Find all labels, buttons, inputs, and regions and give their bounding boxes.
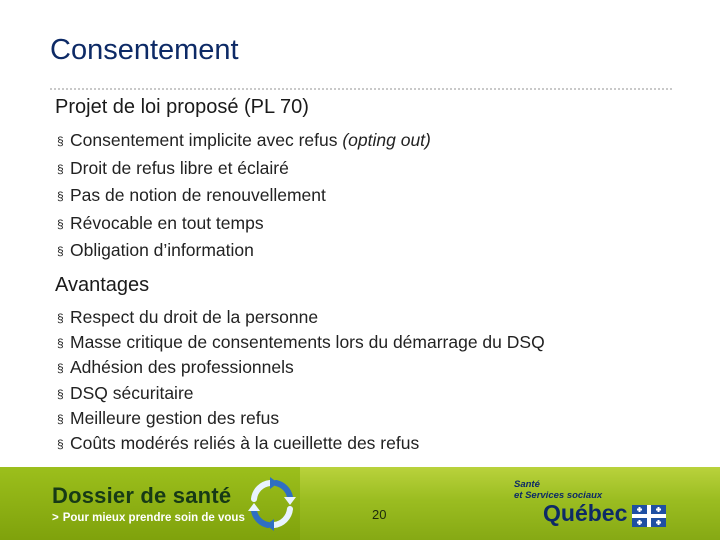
gov-quebec-wordmark: Québec <box>543 500 628 526</box>
section-heading-avantages: Avantages <box>55 274 150 296</box>
bullet-marker: § <box>57 189 64 203</box>
title-divider <box>50 88 672 90</box>
bullet-marker: § <box>57 411 64 426</box>
bullet-list-avantages <box>57 305 545 456</box>
gov-ministry-name <box>514 479 634 501</box>
bullet-marker: § <box>57 161 64 176</box>
gov-ministry-line-1: Santé <box>514 479 540 490</box>
bullet-text: Obligation d’information <box>70 240 254 260</box>
bullet-emphasis: (opting out) <box>342 130 431 150</box>
list-item <box>57 155 431 183</box>
list-item <box>57 381 545 406</box>
bullet-marker: § <box>57 436 64 451</box>
bullet-marker: § <box>57 134 64 148</box>
list-item <box>57 406 545 431</box>
bullet-text: Coûts modérés reliés à la cueillette des refus <box>70 432 420 453</box>
brand-name: Dossier de santé <box>52 483 232 508</box>
bullet-text: Masse critique de consentements lors du démarrage du DSQ <box>70 332 545 353</box>
bullet-text: Droit de refus libre et éclairé <box>70 157 289 178</box>
brand-tagline <box>52 512 245 524</box>
fleurdelise-flag-icon <box>632 505 666 527</box>
bullet-text: DSQ sécuritaire <box>70 382 194 403</box>
tagline-text: Pour mieux prendre soin de vous <box>62 512 245 524</box>
bullet-text: Pas de notion de renouvellement <box>70 185 326 205</box>
bullet-text: Adhésion des professionnels <box>70 357 294 378</box>
section-heading-projet-de-loi: Projet de loi proposé (PL 70) <box>55 96 309 118</box>
list-item <box>57 127 431 155</box>
list-item <box>57 431 545 456</box>
list-item <box>57 355 545 380</box>
bullet-marker: § <box>57 216 64 231</box>
list-item <box>57 237 431 265</box>
page-number: 20 <box>372 507 387 522</box>
gov-ministry-line-2: et Services sociaux <box>514 490 603 501</box>
list-item <box>57 330 545 355</box>
bullet-text: Meilleure gestion des refus <box>70 407 280 428</box>
bullet-marker: § <box>57 336 64 351</box>
bullet-marker: § <box>57 311 64 325</box>
list-item <box>57 182 431 210</box>
chevron-right-icon: > <box>52 512 59 524</box>
bullet-marker: § <box>57 244 64 258</box>
list-item <box>57 210 431 238</box>
dossier-sante-logo-icon <box>246 477 298 531</box>
bullet-text: Consentement implicite avec refus <box>70 130 343 150</box>
bullet-text: Respect du droit de la personne <box>70 307 319 327</box>
bullet-marker: § <box>57 386 64 401</box>
bullet-list-projet-de-loi <box>57 127 431 265</box>
bullet-marker: § <box>57 361 64 376</box>
bullet-text: Révocable en tout temps <box>70 212 264 233</box>
slide-footer <box>0 467 720 540</box>
list-item <box>57 305 545 330</box>
slide-title: Consentement <box>50 34 239 66</box>
